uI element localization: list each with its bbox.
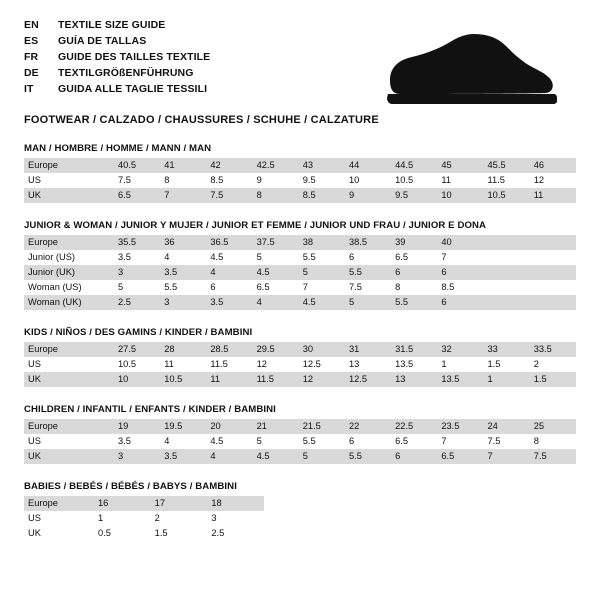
size-cell: 27.5 [114,342,160,357]
table-row [24,342,576,357]
size-cell: 2.5 [207,526,264,541]
language-code: EN [24,19,39,31]
table-row [24,434,576,449]
size-cell: 4.5 [299,295,345,310]
size-cell: 20 [206,419,252,434]
size-table [24,496,264,541]
size-cell: 13.5 [391,357,437,372]
language-row [24,34,210,50]
size-cell: 22.5 [391,419,437,434]
size-cell: 33.5 [530,342,576,357]
table-row [24,188,576,203]
table-row [24,511,264,526]
size-cell: 25 [530,419,576,434]
size-cell: 5 [345,295,391,310]
size-cell-empty [530,235,576,250]
size-cell: 5.5 [160,280,206,295]
category-title: FOOTWEAR / CALZADO / CHAUSSURES / SCHUHE / CALZATURE [24,113,379,126]
size-cell: 29.5 [253,342,299,357]
size-cell: 0.5 [94,526,151,541]
size-cell: 39 [391,235,437,250]
size-cell: 5.5 [345,449,391,464]
row-label: US [24,511,94,526]
size-cell: 45 [437,158,483,173]
size-cell: 12.5 [299,357,345,372]
size-cell: 3.5 [160,265,206,280]
language-title: GUIDA ALLE TAGLIE TESSILI [58,82,208,95]
size-cell-empty [530,250,576,265]
language-code: DE [24,66,39,79]
table-row [24,357,576,372]
size-table [24,419,576,464]
size-cell: 7.5 [484,434,530,449]
table-row [24,449,576,464]
size-cell: 4 [160,250,206,265]
row-label: Europe [24,496,94,511]
size-cell: 4.5 [206,250,252,265]
size-cell: 3 [207,511,264,526]
size-cell: 10.5 [484,188,530,203]
size-cell: 5.5 [345,265,391,280]
size-group-children [24,404,576,464]
size-cell: 7.5 [345,280,391,295]
size-cell: 7 [160,188,206,203]
size-cell: 5.5 [299,434,345,449]
size-cell: 21.5 [299,419,345,434]
size-group-junior-woman [24,220,576,310]
size-cell: 6 [391,265,437,280]
size-cell: 6 [437,295,483,310]
size-cell: 2.5 [114,295,160,310]
size-cell: 8 [530,434,576,449]
size-cell: 10 [345,173,391,188]
size-cell-empty [484,235,530,250]
size-cell: 3 [160,295,206,310]
size-cell: 23.5 [437,419,483,434]
language-code: FR [24,50,39,63]
size-cell: 6 [206,280,252,295]
size-cell: 6.5 [391,250,437,265]
table-row [24,158,576,173]
size-cell: 2 [530,357,576,372]
size-cell: 8.5 [206,173,252,188]
row-label: UK [24,526,94,541]
table-row [24,372,576,387]
size-cell: 4.5 [206,434,252,449]
size-cell: 44.5 [391,158,437,173]
size-cell: 40.5 [114,158,160,173]
size-cell: 18 [207,496,264,511]
size-cell: 42 [206,158,252,173]
size-cell: 5 [299,265,345,280]
size-cell: 33 [484,342,530,357]
size-cell: 31 [345,342,391,357]
size-cell: 7.5 [530,449,576,464]
table-row [24,173,576,188]
language-code: ES [24,34,39,47]
size-group-man [24,143,576,203]
size-cell: 6.5 [391,434,437,449]
row-label: UK [24,449,114,464]
size-cell: 5 [114,280,160,295]
size-cell: 1 [94,511,151,526]
table-row [24,419,576,434]
language-title-list [24,18,210,98]
size-cell: 4 [253,295,299,310]
size-cell: 45.5 [484,158,530,173]
size-cell: 41 [160,158,206,173]
row-label: Woman (US) [24,280,114,295]
size-cell: 6.5 [437,449,483,464]
size-cell: 3.5 [206,295,252,310]
row-label: US [24,434,114,449]
size-cell: 42.5 [253,158,299,173]
language-row [24,82,210,98]
size-cell: 37.5 [253,235,299,250]
size-cell: 4 [206,449,252,464]
size-cell: 13 [345,357,391,372]
size-cell: 38 [299,235,345,250]
size-cell: 8 [160,173,206,188]
size-cell: 3 [114,449,160,464]
language-row [24,18,210,34]
size-cell: 12 [530,173,576,188]
row-label: Europe [24,342,114,357]
row-label: US [24,357,114,372]
size-cell: 7 [437,434,483,449]
language-row [24,66,210,82]
size-cell: 4 [206,265,252,280]
table-row [24,265,576,280]
size-cell: 19.5 [160,419,206,434]
size-cell: 8.5 [299,188,345,203]
size-cell: 38.5 [345,235,391,250]
group-heading: BABIES / BEBÉS / BÉBÉS / BABYS / BAMBINI [24,480,237,492]
size-cell: 22 [345,419,391,434]
size-cell: 7.5 [206,188,252,203]
size-cell: 6.5 [114,188,160,203]
size-cell: 1.5 [530,372,576,387]
size-cell: 31.5 [391,342,437,357]
size-cell: 1.5 [151,526,208,541]
size-cell: 7 [299,280,345,295]
table-row [24,280,576,295]
size-cell: 5 [299,449,345,464]
size-cell: 11 [206,372,252,387]
size-cell-empty [530,265,576,280]
size-cell: 10 [114,372,160,387]
size-table [24,342,576,387]
size-cell: 5 [253,434,299,449]
row-label: Europe [24,235,114,250]
size-cell: 28 [160,342,206,357]
table-row [24,250,576,265]
size-cell: 8.5 [437,280,483,295]
size-cell: 16 [94,496,151,511]
row-label: Woman (UK) [24,295,114,310]
size-cell: 32 [437,342,483,357]
size-cell: 2 [151,511,208,526]
size-cell: 6 [345,434,391,449]
document-header [24,18,576,98]
size-cell: 3.5 [114,434,160,449]
size-cell: 28.5 [206,342,252,357]
size-cell-empty [530,280,576,295]
size-cell: 8 [253,188,299,203]
group-heading: KIDS / NIÑOS / DES GAMINS / KINDER / BAMBINI [24,326,253,338]
size-cell: 5.5 [391,295,437,310]
size-cell: 1 [437,357,483,372]
size-cell: 12.5 [345,372,391,387]
dress-shoe-icon [378,30,558,108]
size-cell: 36.5 [206,235,252,250]
size-cell: 3.5 [114,250,160,265]
size-cell: 7 [437,250,483,265]
size-cell: 3 [114,265,160,280]
table-row [24,235,576,250]
language-code: IT [24,82,34,95]
size-cell: 36 [160,235,206,250]
size-cell: 21 [253,419,299,434]
table-row [24,526,264,541]
size-cell: 13 [391,372,437,387]
group-heading: MAN / HOMBRE / HOMME / MANN / MAN [24,142,212,154]
size-cell: 19 [114,419,160,434]
size-cell: 35.5 [114,235,160,250]
size-cell: 11.5 [206,357,252,372]
size-cell: 7 [484,449,530,464]
size-cell: 11.5 [253,372,299,387]
size-cell: 12 [299,372,345,387]
size-cell: 6.5 [253,280,299,295]
size-cell: 6 [345,250,391,265]
size-cell: 4 [160,434,206,449]
row-label: Europe [24,158,114,173]
size-table [24,235,576,310]
size-group-babies [24,481,576,541]
size-cell: 11 [530,188,576,203]
size-cell: 11 [437,173,483,188]
size-cell: 30 [299,342,345,357]
size-cell: 6 [437,265,483,280]
size-cell-empty [484,295,530,310]
size-cell: 17 [151,496,208,511]
size-cell: 10 [437,188,483,203]
size-cell: 4.5 [253,449,299,464]
size-cell: 43 [299,158,345,173]
size-table [24,158,576,203]
size-cell: 6 [391,449,437,464]
row-label: US [24,173,114,188]
size-cell: 1 [484,372,530,387]
language-title: GUIDE DES TAILLES TEXTILE [58,50,211,63]
row-label: Junior (US) [24,250,114,265]
row-label: Europe [24,419,114,434]
size-cell: 4.5 [253,265,299,280]
row-label: UK [24,372,114,387]
size-cell: 8 [391,280,437,295]
size-cell: 10.5 [391,173,437,188]
size-cell: 5.5 [299,250,345,265]
size-cell-empty [530,295,576,310]
size-cell: 24 [484,419,530,434]
language-title: GUÍA DE TALLAS [58,34,147,47]
size-cell: 9 [253,173,299,188]
size-cell: 13.5 [437,372,483,387]
size-cell: 9.5 [391,188,437,203]
size-cell: 44 [345,158,391,173]
row-label: Junior (UK) [24,265,114,280]
size-cell-empty [484,280,530,295]
size-cell: 3.5 [160,449,206,464]
table-row [24,295,576,310]
group-heading: CHILDREN / INFANTIL / ENFANTS / KINDER / BAMBINI [24,403,276,415]
size-cell-empty [484,250,530,265]
size-cell: 5 [253,250,299,265]
table-row [24,496,264,511]
row-label: UK [24,188,114,203]
size-cell: 12 [253,357,299,372]
language-row [24,50,210,66]
size-cell-empty [484,265,530,280]
language-title: TEXTILE SIZE GUIDE [58,19,166,31]
size-cell: 11 [160,357,206,372]
size-cell: 1.5 [484,357,530,372]
group-heading: JUNIOR & WOMAN / JUNIOR Y MUJER / JUNIOR ET FEMME / JUNIOR UND FRAU / JUNIOR E DONA [24,219,487,231]
size-cell: 40 [437,235,483,250]
size-cell: 9 [345,188,391,203]
size-cell: 10.5 [114,357,160,372]
size-cell: 11.5 [484,173,530,188]
size-cell: 7.5 [114,173,160,188]
size-group-kids [24,327,576,387]
size-cell: 10.5 [160,372,206,387]
language-title: TEXTILGRÖßENFÜHRUNG [58,66,194,79]
size-cell: 9.5 [299,173,345,188]
size-cell: 46 [530,158,576,173]
